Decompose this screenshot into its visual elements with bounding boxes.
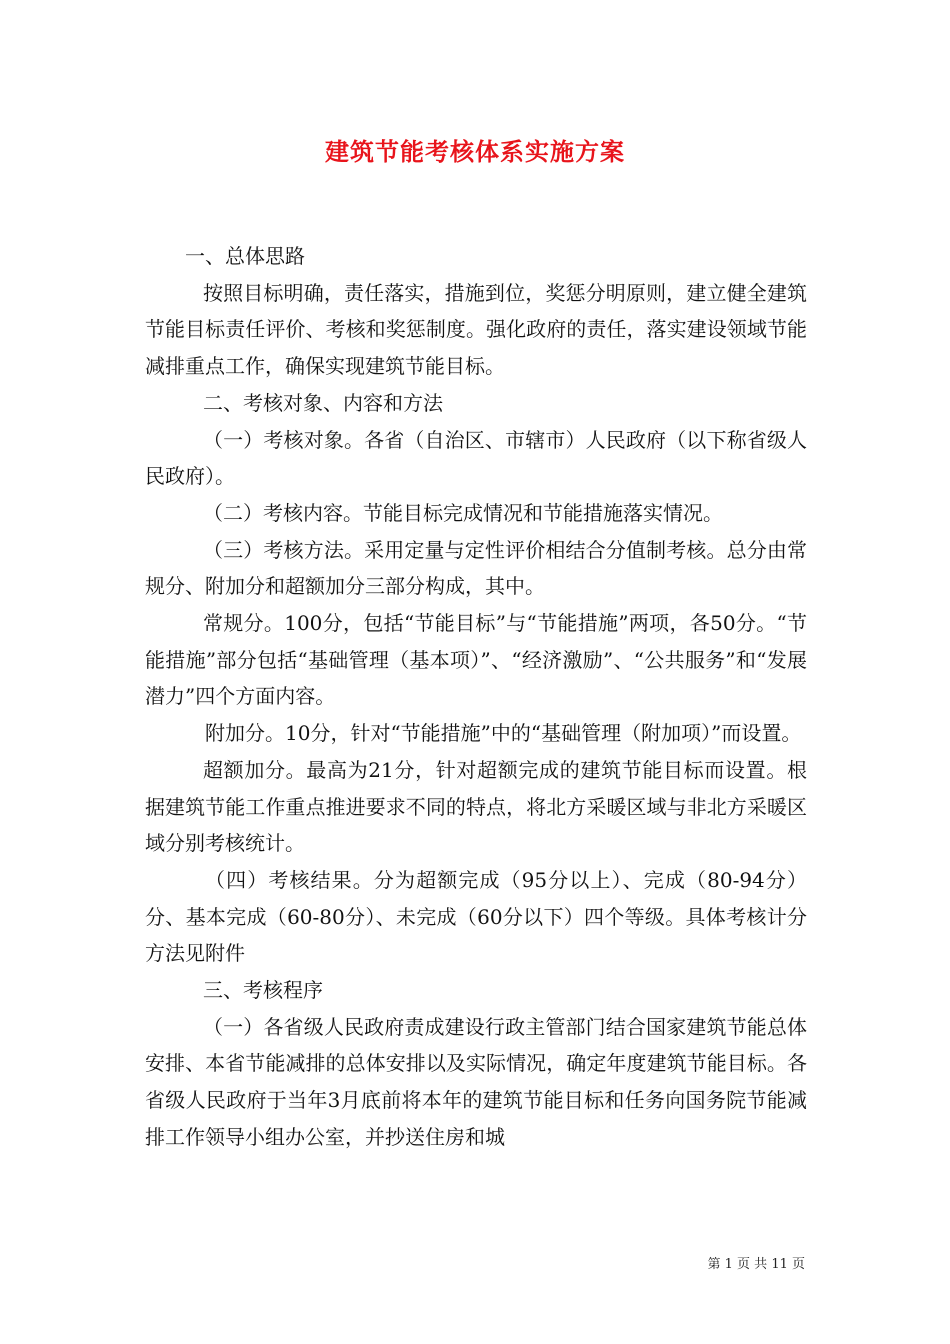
section-heading-2: 二、考核对象、内容和方法 bbox=[203, 390, 443, 415]
page-number: 第 1 页 共 11 页 bbox=[707, 1257, 805, 1272]
paragraph-result: （四）考核结果。分为超额完成（95分以上）、完成（80-94分）分、基本完成（60-80分）、未完成（60分以下）四个等级。具体考核计分方法见附件 bbox=[145, 867, 807, 966]
section-heading-3: 三、考核程序 bbox=[203, 978, 323, 1003]
paragraph-subject: （一）考核对象。各省（自治区、市辖市）人民政府（以下称省级人民政府）。 bbox=[145, 427, 807, 489]
paragraph-excess-score: 超额加分。最高为21分，针对超额完成的建筑节能目标而设置。根据建筑节能工作重点推进要求不同的特点，将北方采暖区域与非北方采暖区域分别考核统计。 bbox=[145, 757, 807, 856]
paragraph-regular-score: 常规分。100分，包括“节能目标”与“节能措施”两项，各50分。“节能措施”部分包括“基础管理（基本项）”、“经济激励”、“公共服务”和“发展潜力”四个方面内容。 bbox=[145, 611, 807, 709]
section-heading-1: 一、总体思路 bbox=[185, 244, 305, 268]
document-title: 建筑节能考核体系实施方案 bbox=[325, 137, 625, 166]
paragraph-method: （三）考核方法。采用定量与定性评价相结合分值制考核。总分由常规分、附加分和超额加分三部分构成，其中。 bbox=[145, 537, 807, 599]
paragraph-procedure-1: （一）各省级人民政府责成建设行政主管部门结合国家建筑节能总体安排、本省节能减排的总体安排以及实际情况，确定年度建筑节能目标。各省级人民政府于当年3月底前将本年的建筑节能目标和任务向国务院节能减排工作领导小组办公室，并抄送住房和城 bbox=[145, 1014, 807, 1149]
document-body bbox=[145, 238, 807, 1156]
paragraph-overview: 按照目标明确，责任落实，措施到位，奖惩分明原则，建立健全建筑节能目标责任评价、考核和奖惩制度。强化政府的责任，落实建设领域节能减排重点工作，确保实现建筑节能目标。 bbox=[145, 280, 807, 379]
paragraph-bonus-score: 附加分。10分，针对“节能措施”中的“基础管理（附加项）”而设置。 bbox=[205, 721, 802, 746]
paragraph-content: （二）考核内容。节能目标完成情况和节能措施落实情况。 bbox=[203, 500, 723, 525]
